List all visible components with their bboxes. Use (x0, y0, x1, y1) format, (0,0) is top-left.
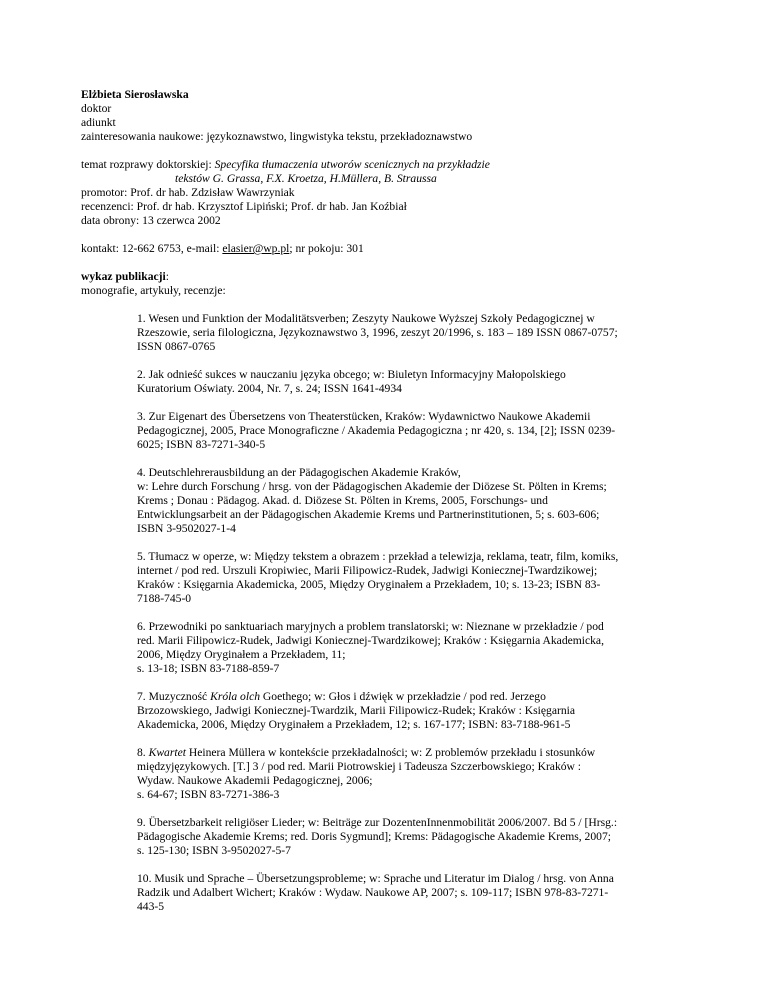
document-page (81, 88, 701, 928)
publication-item (137, 620, 741, 676)
publication-line: 4. Deutschlehrerausbildung an der Pädagogischen Akademie Kraków, (137, 466, 461, 479)
publication-line: Entwicklungsarbeit an der Pädagogischen Akademie Krems und Partnerinstitutionen, 5; s. 603-606; (137, 508, 600, 521)
publication-item (137, 368, 741, 396)
spacer (81, 228, 701, 242)
publication-line: 443-5 (137, 900, 165, 913)
publication-line: Kraków : Księgarnia Akademicka, 2005, Między Oryginałem a Przekładem, 10; s. 13-23; ISBN 83- (137, 578, 601, 591)
publication-line: Pedagogicznej, 2005, Prace Monograficzne / Akademia Pedagogiczna ; nr 420, s. 134, [2]; ISSN 0239- (137, 424, 616, 437)
thesis-reviewers: recenzenci: Prof. dr hab. Krzysztof Lipiński; Prof. dr hab. Jan Koźbiał (81, 200, 407, 213)
publication-line-part: 8. (137, 746, 149, 759)
publication-line: 6. Przewodniki po sanktuariach maryjnych a problem translatorski; w: Nieznane w przekładzie / pod (137, 620, 604, 633)
publication-line: s. 13-18; ISBN 83-7188-859-7 (137, 662, 280, 675)
publication-item (137, 550, 741, 606)
publication-item (137, 690, 741, 732)
publication-line: 1. Wesen und Funktion der Modalitätsverben; Zeszyty Naukowe Wyższej Szkoły Pedagogicznej w (137, 312, 595, 325)
author-degree: doktor (81, 102, 112, 115)
publication-line: Rzeszowie, seria filologiczna, Językoznawstwo 3, 1996, zeszyt 20/1996, s. 183 – 189 ISSN 0867-0757; (137, 326, 618, 339)
publication-item (137, 466, 741, 536)
publication-line: ISBN 3-9502027-1-4 (137, 522, 236, 535)
publication-line: Kuratorium Oświaty. 2004, Nr. 7, s. 24; ISSN 1641-4934 (137, 382, 402, 395)
thesis-topic-label: temat rozprawy doktorskiej: (81, 158, 215, 171)
thesis-topic-title-cont: tekstów G. Grassa, F.X. Kroetza, H.Müllera, B. Straussa (175, 172, 437, 185)
publication-line-part: Goethego; w: Głos i dźwięk w przekładzie / pod red. Jerzego (260, 690, 546, 703)
publication-line: 2. Jak odnieść sukces w nauczaniu języka obcego; w: Biuletyn Informacyjny Małopolskiego (137, 368, 566, 381)
publication-line: Brzozowskiego, Jadwigi Koniecznej-Twardzik, Marii Filipowicz-Rudek; Kraków : Księgarnia (137, 704, 576, 717)
publication-line-part: Heinera Müllera w kontekście przekładalności; w: Z problemów przekładu i stosunków (185, 746, 596, 759)
publication-line: internet / pod red. Urszuli Kropiwiec, Marii Filipowicz-Rudek, Jadwigi Koniecznej-Twardzikowej; (137, 564, 598, 577)
publication-line: s. 125-130; ISBN 3-9502027-5-7 (137, 844, 291, 857)
author-position: adiunkt (81, 116, 116, 129)
publication-line: Wydaw. Naukowe Akademii Pedagogicznej, 2006; (137, 774, 373, 787)
publication-item (137, 410, 741, 452)
publications-heading (81, 270, 701, 284)
thesis-promoter: promotor: Prof. dr hab. Zdzisław Wawrzyniak (81, 186, 295, 199)
publication-line (137, 746, 741, 760)
spacer (81, 298, 701, 312)
publication-line (137, 690, 741, 704)
publication-line: Akademicka, 2006, Między Oryginałem a Przekładem, 12; s. 167-177; ISBN: 83-7188-961-5 (137, 718, 571, 731)
publication-title-italic: Króla olch (210, 690, 261, 703)
publication-line: Radzik und Adalbert Wichert; Kraków : Wydaw. Naukowe AP, 2007; s. 109-117; ISBN 978-83-7271- (137, 886, 609, 899)
research-interests: zainteresowania naukowe: językoznawstwo, lingwistyka tekstu, przekładoznawstwo (81, 130, 473, 143)
publication-line: 9. Übersetzbarkeit religiöser Lieder; w: Beiträge zur DozentenInnenmobilität 2006/2007. Bd 5 / [Hrsg.: (137, 816, 618, 829)
publication-line: w: Lehre durch Forschung / hrsg. von der Pädagogischen Akademie der Diözese St. Pölten in Krems; (137, 480, 607, 493)
contact-info (81, 242, 701, 256)
contact-prefix: kontakt: 12-662 6753, e-mail: (81, 242, 223, 255)
publication-line: 5. Tłumacz w operze, w: Między tekstem a obrazem : przekład a telewizja, reklama, teatr, film, komiks, (137, 550, 619, 563)
publication-item (137, 312, 741, 354)
email-link[interactable]: elasier@wp.pl (222, 242, 290, 255)
publication-line: 3. Zur Eigenart des Übersetzens von Theaterstücken, Kraków: Wydawnictwo Naukowe Akademii (137, 410, 591, 423)
publication-line: red. Marii Filipowicz-Rudek, Jadwigi Koniecznej-Twardzikowej; Kraków : Księgarnia Akademicka, (137, 634, 604, 647)
publication-line: 10. Musik und Sprache – Übersetzungsprobleme; w: Sprache und Literatur im Dialog / hrsg. von Anna (137, 872, 614, 885)
publication-line: Krems ; Donau : Pädagog. Akad. d. Diözese St. Pölten in Krems, 2005, Forschungs- und (137, 494, 548, 507)
publications-subheading: monografie, artykuły, recenzje: (81, 284, 226, 297)
publication-list (81, 312, 701, 914)
publication-line: s. 64-67; ISBN 83-7271-386-3 (137, 788, 280, 801)
thesis-topic-title: Specyfika tłumaczenia utworów scenicznych na przykładzie (214, 158, 490, 171)
publication-line: międzyjęzykowych. [T.] 3 / pod red. Marii Piotrowskiej i Tadeusza Szczerbowskiego; Kraków : (137, 760, 582, 773)
spacer (81, 256, 701, 270)
thesis-defense-date: data obrony: 13 czerwca 2002 (81, 214, 221, 227)
publication-item (137, 816, 741, 858)
publication-line: 2006, Między Oryginałem a Przekładem, 11; (137, 648, 346, 661)
publications-heading-colon: : (165, 270, 169, 283)
publication-line: Pädagogische Akademie Krems; red. Doris Sygmund]; Krems: Pädagogische Akademie Krems, 2007; (137, 830, 611, 843)
publication-line-part: 7. Muzyczność (137, 690, 211, 703)
publications-heading-text: wykaz publikacji (81, 270, 166, 283)
author-name: Elżbieta Sierosławska (81, 88, 189, 101)
publication-item (137, 872, 741, 914)
thesis-topic (81, 158, 701, 172)
publication-line: ISSN 0867-0765 (137, 340, 216, 353)
contact-suffix: ; nr pokoju: 301 (289, 242, 364, 255)
publication-line: 6025; ISBN 83-7271-340-5 (137, 438, 266, 451)
spacer (81, 144, 701, 158)
publication-line: 7188-745-0 (137, 592, 192, 605)
publication-title-italic: Kwartet (148, 746, 186, 759)
publication-item (137, 746, 741, 802)
